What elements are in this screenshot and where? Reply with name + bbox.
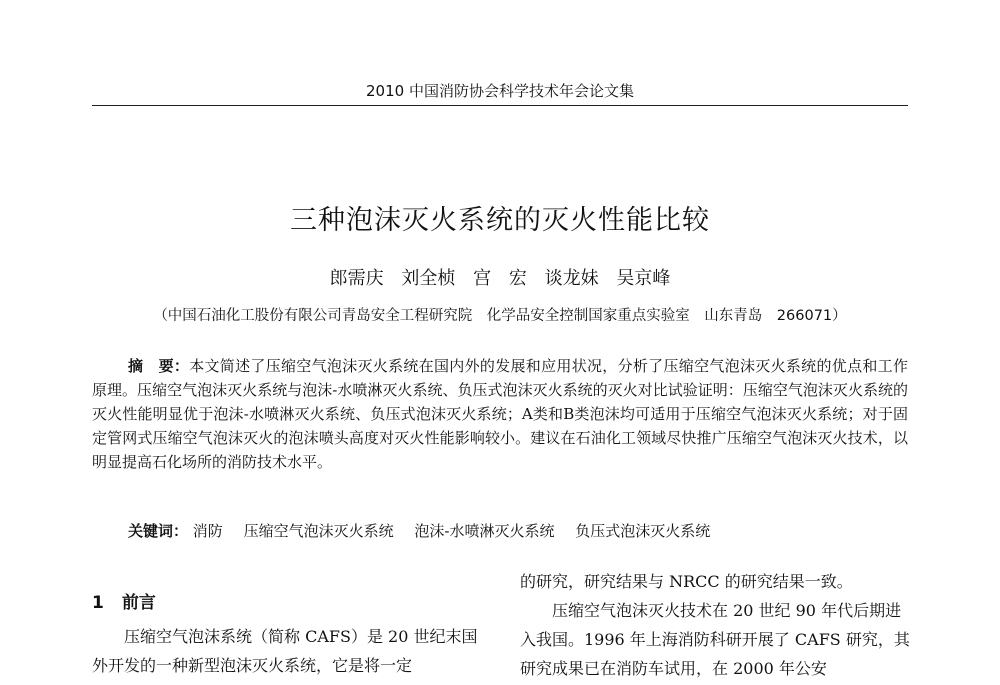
- running-header: 2010 中国消防协会科学技术年会论文集: [366, 82, 634, 100]
- author-list: [0, 264, 1000, 290]
- body-paragraph-right: 压缩空气泡沫灭火技术在 20 世纪 90 年代后期进入我国。1996 年上海消防科研开展了 CAFS 研究，其研究成果已在消防车试用，在 2000 年公安: [520, 601, 910, 678]
- keyword: 消防: [192, 522, 223, 540]
- keywords-label: 关键词：: [128, 522, 189, 540]
- author: 谈龙妹: [544, 268, 599, 289]
- paper-title: 三种泡沫灭火系统的灭火性能比较: [290, 205, 710, 236]
- author: 刘全桢: [401, 268, 456, 289]
- affiliation: （中国石油化工股份有限公司青岛安全工程研究院 化学品安全控制国家重点实验室 山东青岛 266071）: [153, 308, 847, 324]
- keyword: 泡沫-水喷淋灭火系统: [414, 522, 555, 540]
- keyword: 压缩空气泡沫灭火系统: [243, 522, 394, 540]
- body-paragraph-left: 压缩空气泡沫系统（简称 CAFS）是 20 世纪末国外开发的一种新型泡沫灭火系统，它是将一定: [92, 627, 478, 675]
- section-heading: [92, 588, 156, 613]
- section-number: 1: [92, 593, 104, 613]
- abstract: [92, 354, 908, 474]
- author: 郎需庆: [329, 268, 384, 289]
- abstract-text: 本文简述了压缩空气泡沫灭火系统在国内外的发展和应用状况，分析了压缩空气泡沫灭火系统的优点和工作原理。压缩空气泡沫灭火系统与泡沫-水喷淋灭火系统、负压式泡沫灭火系统的灭火对比试验证明：压缩空气泡沫灭火系统的灭火性能明显优于泡沫-水喷淋灭火系统、负压式泡沫灭火系统；A类和B类泡沫均可适用于压缩空气泡沫灭火系统；对于固定管网式压缩空气泡沫灭火的泡沫喷头高度对灭火性能影响较小。建议在石油化工领域尽快推广压缩空气泡沫灭火技术，以明显提高石化场所的消防技术水平。: [92, 357, 908, 471]
- author: 宫 宏: [473, 268, 527, 289]
- header-rule: [92, 105, 908, 106]
- section-title: 前言: [121, 593, 156, 613]
- abstract-label: 摘 要：: [128, 357, 190, 375]
- body-line-right: 的研究，研究结果与 NRCC 的研究结果一致。: [520, 572, 853, 591]
- keywords: [128, 520, 726, 541]
- author: 吴京峰: [616, 268, 671, 289]
- keyword: 负压式泡沫灭火系统: [575, 522, 711, 540]
